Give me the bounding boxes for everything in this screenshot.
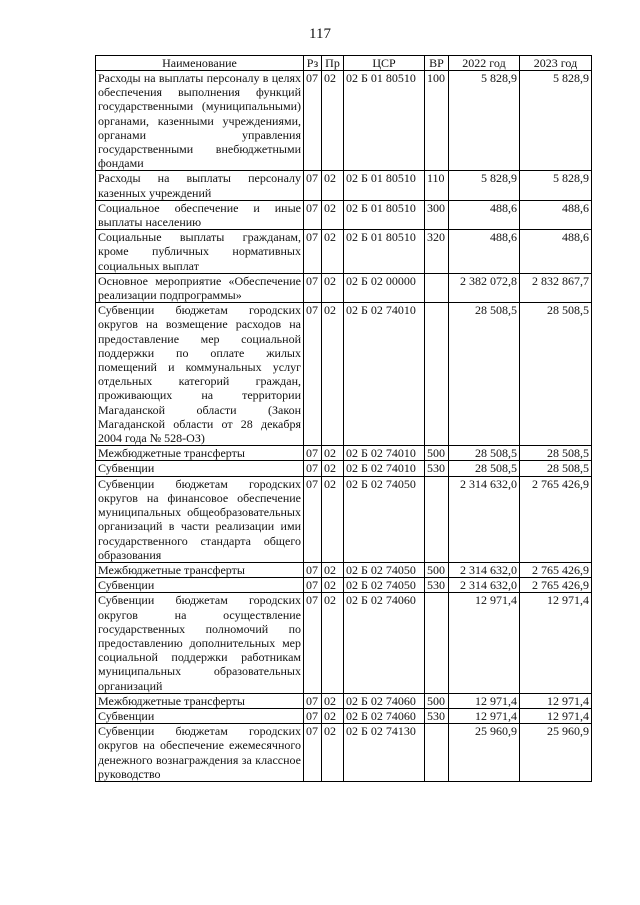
row-csr: 02 Б 02 74050 (344, 578, 425, 593)
row-rz: 07 (304, 200, 322, 229)
table-row (96, 476, 592, 562)
row-rz: 07 (304, 303, 322, 446)
row-pr: 02 (322, 708, 344, 723)
row-name: Расходы на выплаты персоналу в целях обеспечения выполнения функций государственными (муниципальными) органами, казенными учреждениями, органами управления государственными внебюджетными фондами (96, 71, 304, 171)
row-rz: 07 (304, 230, 322, 274)
row-value-2023: 5 828,9 (520, 71, 592, 171)
row-value-2022: 28 508,5 (449, 461, 520, 476)
row-vr: 500 (425, 446, 449, 461)
header-vr: ВР (425, 56, 449, 71)
table-row (96, 71, 592, 171)
row-vr: 100 (425, 71, 449, 171)
row-csr: 02 Б 01 80510 (344, 171, 425, 200)
row-csr: 02 Б 02 74060 (344, 708, 425, 723)
row-pr: 02 (322, 303, 344, 446)
row-vr: 530 (425, 578, 449, 593)
row-rz: 07 (304, 578, 322, 593)
table-row (96, 200, 592, 229)
row-rz: 07 (304, 724, 322, 782)
row-csr: 02 Б 01 80510 (344, 71, 425, 171)
row-value-2023: 2 765 426,9 (520, 476, 592, 562)
row-name: Субвенции (96, 461, 304, 476)
row-value-2022: 25 960,9 (449, 724, 520, 782)
header-2022: 2022 год (449, 56, 520, 71)
row-name: Субвенции (96, 708, 304, 723)
row-vr: 500 (425, 562, 449, 577)
row-rz: 07 (304, 476, 322, 562)
row-name: Субвенции бюджетам городских округов на обеспечение ежемесячного денежного вознаграждения за классное руководство (96, 724, 304, 782)
row-csr: 02 Б 01 80510 (344, 230, 425, 274)
row-value-2023: 28 508,5 (520, 461, 592, 476)
row-rz: 07 (304, 593, 322, 693)
row-value-2022: 28 508,5 (449, 303, 520, 446)
row-value-2023: 28 508,5 (520, 303, 592, 446)
row-rz: 07 (304, 461, 322, 476)
row-csr: 02 Б 02 74050 (344, 476, 425, 562)
row-value-2023: 12 971,4 (520, 693, 592, 708)
row-vr (425, 476, 449, 562)
row-value-2023: 12 971,4 (520, 708, 592, 723)
row-csr: 02 Б 02 74010 (344, 303, 425, 446)
row-vr: 530 (425, 461, 449, 476)
row-rz: 07 (304, 562, 322, 577)
header-csr: ЦСР (344, 56, 425, 71)
table-row (96, 461, 592, 476)
row-value-2022: 12 971,4 (449, 708, 520, 723)
row-csr: 02 Б 02 74010 (344, 461, 425, 476)
row-value-2023: 12 971,4 (520, 593, 592, 693)
row-vr: 500 (425, 693, 449, 708)
header-pr: Пр (322, 56, 344, 71)
row-value-2022: 5 828,9 (449, 71, 520, 171)
row-value-2022: 28 508,5 (449, 446, 520, 461)
row-name: Расходы на выплаты персоналу казенных учреждений (96, 171, 304, 200)
table-row (96, 693, 592, 708)
row-rz: 07 (304, 273, 322, 302)
row-pr: 02 (322, 230, 344, 274)
row-vr: 530 (425, 708, 449, 723)
row-csr: 02 Б 02 74060 (344, 593, 425, 693)
row-pr: 02 (322, 693, 344, 708)
row-pr: 02 (322, 593, 344, 693)
row-name: Основное мероприятие «Обеспечение реализации подпрограммы» (96, 273, 304, 302)
row-value-2022: 2 314 632,0 (449, 476, 520, 562)
row-rz: 07 (304, 446, 322, 461)
row-vr: 110 (425, 171, 449, 200)
table-row (96, 273, 592, 302)
row-pr: 02 (322, 562, 344, 577)
row-csr: 02 Б 02 74010 (344, 446, 425, 461)
header-name: Наименование (96, 56, 304, 71)
row-rz: 07 (304, 693, 322, 708)
row-value-2023: 25 960,9 (520, 724, 592, 782)
row-rz: 07 (304, 171, 322, 200)
row-csr: 02 Б 02 74060 (344, 693, 425, 708)
row-name: Социальное обеспечение и иные выплаты населению (96, 200, 304, 229)
row-rz: 07 (304, 71, 322, 171)
row-value-2022: 2 314 632,0 (449, 562, 520, 577)
row-csr: 02 Б 02 74050 (344, 562, 425, 577)
row-vr (425, 724, 449, 782)
row-vr (425, 273, 449, 302)
row-vr: 300 (425, 200, 449, 229)
row-name: Субвенции бюджетам городских округов на осуществление государственных полномочий по предоставлению дополнительных мер социальной поддержки работникам муниципальных образовательных организаций (96, 593, 304, 693)
row-pr: 02 (322, 724, 344, 782)
row-value-2023: 2 765 426,9 (520, 562, 592, 577)
row-name: Межбюджетные трансферты (96, 693, 304, 708)
row-value-2022: 12 971,4 (449, 593, 520, 693)
table-row (96, 724, 592, 782)
row-value-2023: 2 765 426,9 (520, 578, 592, 593)
row-csr: 02 Б 01 80510 (344, 200, 425, 229)
table-row (96, 593, 592, 693)
table-row (96, 578, 592, 593)
row-pr: 02 (322, 461, 344, 476)
row-rz: 07 (304, 708, 322, 723)
row-value-2022: 12 971,4 (449, 693, 520, 708)
page-number: 117 (309, 26, 331, 42)
row-vr (425, 303, 449, 446)
row-name: Субвенции бюджетам городских округов на финансовое обеспечение муниципальных общеобразовательных организаций в части реализации ими государственного стандарта общего образования (96, 476, 304, 562)
row-value-2022: 5 828,9 (449, 171, 520, 200)
row-name: Субвенции (96, 578, 304, 593)
row-value-2023: 2 832 867,7 (520, 273, 592, 302)
header-rz: Рз (304, 56, 322, 71)
table-row (96, 230, 592, 274)
row-pr: 02 (322, 578, 344, 593)
table-row (96, 708, 592, 723)
row-vr: 320 (425, 230, 449, 274)
row-pr: 02 (322, 476, 344, 562)
row-value-2022: 488,6 (449, 230, 520, 274)
table-row (96, 303, 592, 446)
row-value-2022: 2 314 632,0 (449, 578, 520, 593)
row-csr: 02 Б 02 00000 (344, 273, 425, 302)
table-row (96, 446, 592, 461)
table-row (96, 171, 592, 200)
row-name: Субвенции бюджетам городских округов на возмещение расходов на предоставление мер социальной поддержки по оплате жилых помещений и коммунальных услуг отдельных категорий граждан, проживающих на территории Магаданской области (Закон Магаданской области от 28 декабря 2004 года № 528-ОЗ) (96, 303, 304, 446)
table-body (96, 71, 592, 782)
row-pr: 02 (322, 71, 344, 171)
header-row (96, 56, 592, 71)
row-name: Социальные выплаты гражданам, кроме публичных нормативных социальных выплат (96, 230, 304, 274)
row-name: Межбюджетные трансферты (96, 562, 304, 577)
row-name: Межбюджетные трансферты (96, 446, 304, 461)
header-2023: 2023 год (520, 56, 592, 71)
table-header (96, 56, 592, 71)
row-value-2023: 488,6 (520, 230, 592, 274)
row-value-2022: 2 382 072,8 (449, 273, 520, 302)
row-value-2023: 28 508,5 (520, 446, 592, 461)
row-pr: 02 (322, 446, 344, 461)
row-pr: 02 (322, 273, 344, 302)
budget-table (95, 55, 592, 782)
table-row (96, 562, 592, 577)
row-value-2022: 488,6 (449, 200, 520, 229)
row-value-2023: 488,6 (520, 200, 592, 229)
row-csr: 02 Б 02 74130 (344, 724, 425, 782)
row-value-2023: 5 828,9 (520, 171, 592, 200)
row-pr: 02 (322, 200, 344, 229)
row-vr (425, 593, 449, 693)
row-pr: 02 (322, 171, 344, 200)
